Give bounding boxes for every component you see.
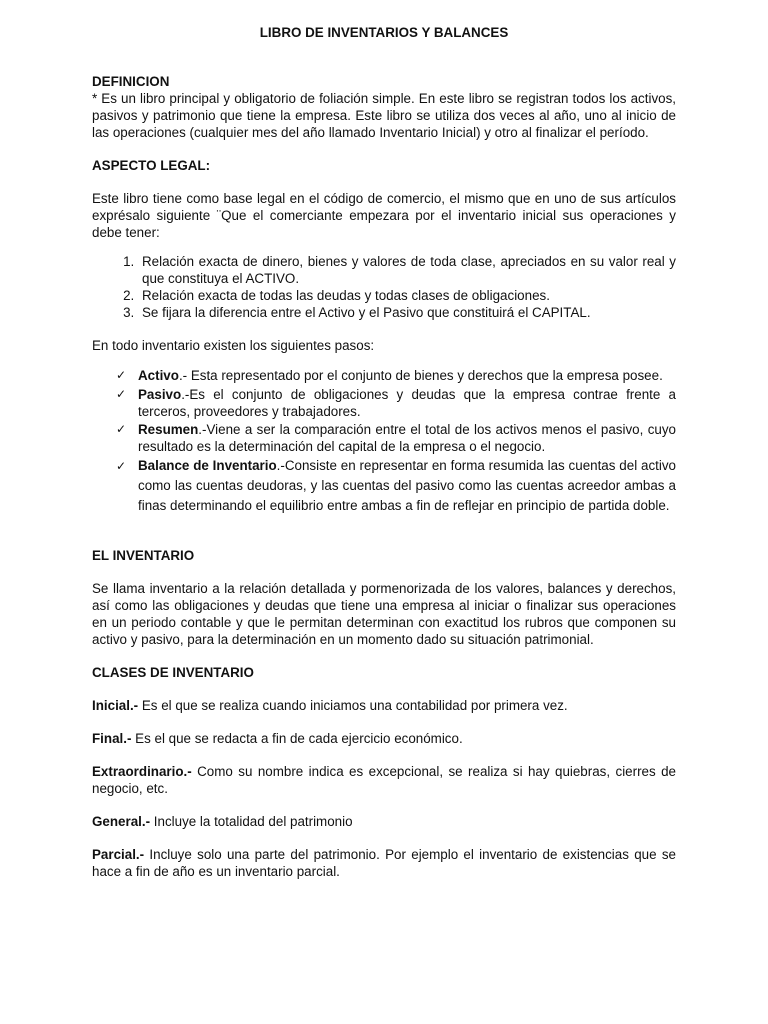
- check-mark-icon: ✓: [116, 459, 127, 473]
- list-item: [116, 386, 676, 420]
- list-item: 3. Se fijara la diferencia entre el Activo y el Pasivo que constituirá el CAPITAL.: [138, 304, 676, 321]
- check-mark-icon: ✓: [116, 422, 127, 436]
- clases-heading: CLASES DE INVENTARIO: [92, 665, 254, 680]
- paso-term: Balance de Inventario: [138, 458, 277, 473]
- clase-text: Como su nombre indica es excepcional, se realiza si hay quiebras, cierres de negocio, etc.: [92, 764, 676, 796]
- section-aspecto-legal: [92, 157, 676, 321]
- inventario-text: Se llama inventario a la relación detallada y pormenorizada de los valores, balances y derechos, así como las obligaciones y deudas que tiene una empresa al iniciar o finalizar sus operaciones en un periodo contable y que le permitan determinan con exactitud los rubros que componen su activo y pasivo, para la determinación en un momento dado su situación patrimonial.: [92, 581, 676, 647]
- paso-text: .- Esta representado por el conjunto de bienes y derechos que la empresa posee.: [178, 368, 663, 383]
- clase-text: Incluye la totalidad del patrimonio: [150, 814, 353, 829]
- clase-item: [92, 730, 676, 747]
- pasos-intro: En todo inventario existen los siguientes pasos:: [92, 338, 375, 353]
- list-item: [116, 421, 676, 455]
- section-clases: [92, 664, 676, 880]
- inventario-heading: EL INVENTARIO: [92, 548, 195, 563]
- paso-text: .-Viene a ser la comparación entre el total de los activos menos el pasivo, cuyo resultado es la determinación del capital de la empresa o el negocio.: [138, 422, 676, 454]
- clase-term: Inicial.-: [92, 698, 139, 713]
- paso-term: Activo: [138, 368, 179, 383]
- clase-term: General.-: [92, 814, 151, 829]
- paso-text: .-Es el conjunto de obligaciones y deudas que la empresa contrae frente a terceros, proveedores y trabajadores.: [138, 387, 676, 419]
- clase-item: [92, 813, 676, 830]
- list-item: [116, 456, 676, 516]
- aspecto-legal-heading: ASPECTO LEGAL:: [92, 158, 211, 173]
- clase-item: [92, 697, 676, 714]
- section-definicion: [92, 73, 676, 141]
- paso-text: .-Consiste en representar en forma resumida las cuentas del activo como las cuentas deudoras, y las cuentas del pasivo como las cuentas acreedor ambas a finas determinando el equilibrio entre ambas a fin de reflejar en principio de partida doble.: [138, 458, 676, 513]
- pasos-list: [92, 366, 676, 516]
- check-mark-icon: ✓: [116, 368, 127, 382]
- list-item: 2. Relación exacta de todas las deudas y todas clases de obligaciones.: [138, 287, 676, 304]
- section-inventario: [92, 547, 676, 648]
- list-item: 1. Relación exacta de dinero, bienes y valores de toda clase, apreciados en su valor real y que constituya el ACTIVO.: [138, 253, 676, 287]
- section-pasos: [92, 337, 676, 516]
- clase-term: Extraordinario.-: [92, 764, 192, 779]
- clase-term: Final.-: [92, 731, 132, 746]
- clase-text: Es el que se redacta a fin de cada ejercicio económico.: [131, 731, 463, 746]
- document-title: LIBRO DE INVENTARIOS Y BALANCES: [259, 25, 509, 40]
- definicion-text: * Es un libro principal y obligatorio de foliación simple. En este libro se registran todos los activos, pasivos y patrimonio que tiene la empresa. Este libro se utiliza dos veces al año, uno al inicio de las operaciones (cualquier mes del año llamado Inventario Inicial) y otro al finalizar el período.: [92, 91, 676, 140]
- aspecto-legal-list: [92, 253, 676, 321]
- clase-term: Parcial.-: [92, 847, 145, 862]
- list-item: [116, 366, 676, 385]
- check-mark-icon: ✓: [116, 387, 127, 401]
- clase-item: [92, 846, 676, 880]
- paso-term: Resumen: [138, 422, 199, 437]
- aspecto-legal-text: Este libro tiene como base legal en el código de comercio, el mismo que en uno de sus artículos exprésalo siguiente ¨Que el comerciante empezara por el inventario inicial sus operaciones y debe tener:: [92, 191, 676, 240]
- clase-text: Incluye solo una parte del patrimonio. Por ejemplo el inventario de existencias que se hace a fin de año es un inventario parcial.: [92, 847, 676, 879]
- clase-text: Es el que se realiza cuando iniciamos una contabilidad por primera vez.: [138, 698, 568, 713]
- paso-term: Pasivo: [138, 387, 182, 402]
- definicion-heading: DEFINICION: [92, 74, 170, 89]
- clase-item: [92, 763, 676, 797]
